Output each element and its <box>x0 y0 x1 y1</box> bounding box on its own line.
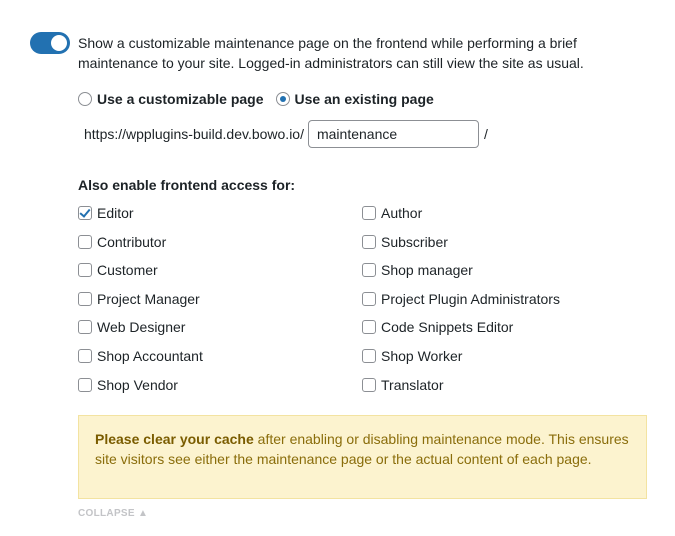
role-label: Subscriber <box>381 234 448 250</box>
collapse-button[interactable] <box>78 508 148 519</box>
role-web-designer[interactable] <box>78 317 185 337</box>
radio-existing-page[interactable] <box>276 91 434 107</box>
role-code-snippets-editor[interactable] <box>362 317 513 337</box>
role-label: Project Plugin Administrators <box>381 291 560 307</box>
role-label: Author <box>381 205 423 221</box>
checkbox[interactable] <box>78 378 92 392</box>
page-url-row <box>84 119 488 149</box>
role-shop-worker[interactable] <box>362 346 462 366</box>
checkbox[interactable] <box>78 292 92 306</box>
role-label: Shop Vendor <box>97 377 178 393</box>
role-label: Web Designer <box>97 319 186 335</box>
role-label: Customer <box>97 262 158 278</box>
role-label: Code Snippets Editor <box>381 319 514 335</box>
role-contributor[interactable] <box>78 232 166 252</box>
checkbox[interactable] <box>362 206 376 220</box>
triangle-up-icon: ▲ <box>137 508 149 519</box>
role-translator[interactable] <box>362 375 444 395</box>
radio-existing-page-circle[interactable] <box>276 92 290 106</box>
checkbox[interactable] <box>78 263 92 277</box>
page-mode-radio-group <box>78 89 446 109</box>
maintenance-description: Show a customizable maintenance page on the frontend while performing a brief maintenance to your site. Logged-in administrators can still view the site as usual. <box>78 35 584 71</box>
checkbox[interactable] <box>78 206 92 220</box>
checkbox[interactable] <box>362 378 376 392</box>
checkbox[interactable] <box>78 349 92 363</box>
cache-notice-text: after enabling or disabling maintenance mode. This ensures site visitors see either the maintenance page or the actual content of each page. <box>95 431 629 467</box>
role-label: Shop manager <box>381 262 473 278</box>
role-customer[interactable] <box>78 260 158 280</box>
role-shop-accountant[interactable] <box>78 346 203 366</box>
role-author[interactable] <box>362 203 422 223</box>
checkbox[interactable] <box>362 235 376 249</box>
role-project-plugin-administrators[interactable] <box>362 289 560 309</box>
roles-heading: Also enable frontend access for: <box>78 177 296 193</box>
checkbox[interactable] <box>362 292 376 306</box>
role-project-manager[interactable] <box>78 289 200 309</box>
checkbox[interactable] <box>362 320 376 334</box>
maintenance-mode-toggle[interactable] <box>30 32 70 54</box>
role-editor[interactable] <box>78 203 134 223</box>
radio-customizable-page[interactable] <box>78 91 264 107</box>
radio-existing-page-label: Use an existing page <box>294 91 434 107</box>
role-label: Editor <box>97 205 134 221</box>
page-slug-input[interactable] <box>308 120 479 148</box>
checkbox[interactable] <box>78 320 92 334</box>
url-prefix: https://wpplugins-build.dev.bowo.io/ <box>84 126 304 142</box>
collapse-label: COLLAPSE <box>78 508 135 519</box>
toggle-knob <box>51 35 67 51</box>
role-label: Translator <box>381 377 444 393</box>
checkbox[interactable] <box>362 263 376 277</box>
role-label: Project Manager <box>97 291 200 307</box>
checkbox[interactable] <box>78 235 92 249</box>
role-shop-manager[interactable] <box>362 260 473 280</box>
checkbox[interactable] <box>362 349 376 363</box>
cache-notice <box>78 415 647 499</box>
role-label: Shop Worker <box>381 348 463 364</box>
role-label: Shop Accountant <box>97 348 203 364</box>
url-suffix: / <box>483 126 488 142</box>
radio-customizable-page-circle[interactable] <box>78 92 92 106</box>
radio-customizable-page-label: Use a customizable page <box>97 91 264 107</box>
role-shop-vendor[interactable] <box>78 375 178 395</box>
role-subscriber[interactable] <box>362 232 448 252</box>
role-label: Contributor <box>97 234 167 250</box>
cache-notice-bold: Please clear your cache <box>95 431 254 447</box>
